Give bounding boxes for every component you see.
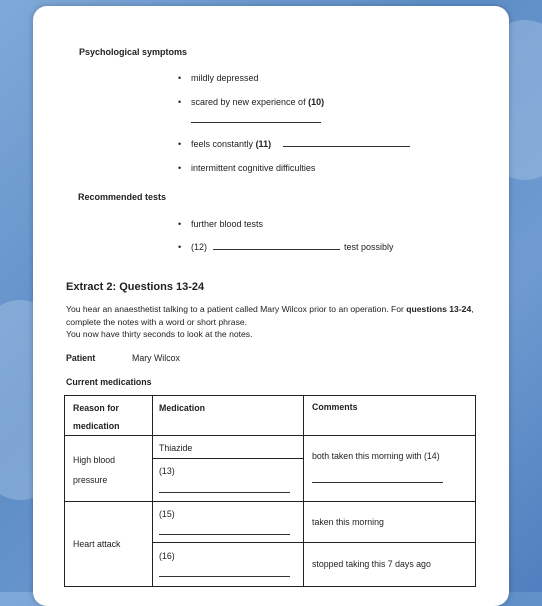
header-reason-line2: medication (73, 421, 120, 431)
psych-item-4: intermittent cognitive difficulties (191, 163, 316, 173)
answer-line-10[interactable] (191, 122, 321, 123)
psych-item-2-text: scared by new experience of (191, 97, 306, 107)
intro-text-c: You now have thirty seconds to look at the notes. (66, 329, 253, 339)
reason-bp-line2: pressure (73, 475, 108, 485)
patient-label: Patient (66, 353, 96, 363)
psychological-heading: Psychological symptoms (79, 47, 188, 57)
psych-item-3 (191, 139, 271, 149)
tests-item-2-suffix: test possibly (344, 242, 394, 252)
medication-thiazide: Thiazide (159, 443, 193, 453)
intro-bold-range: 13-24 (449, 304, 472, 314)
answer-line-16[interactable] (159, 576, 290, 577)
comment-q15: taken this morning (312, 517, 384, 527)
comment-bp: both taken this morning with (14) (312, 451, 440, 461)
question-12-label: (12) (191, 242, 208, 252)
reason-bp-line1: High blood (73, 455, 116, 465)
question-11-label: (11) (255, 139, 272, 149)
extract-intro (66, 303, 486, 341)
table-divider (152, 542, 475, 543)
answer-line-13[interactable] (159, 492, 290, 493)
psych-item-1: mildly depressed (191, 73, 259, 83)
header-reason-line1: Reason for (73, 403, 119, 413)
comment-q16: stopped taking this 7 days ago (312, 559, 431, 569)
bullet: • (178, 163, 182, 173)
tests-item-1: further blood tests (191, 219, 264, 229)
medications-heading: Current medications (66, 377, 152, 387)
tests-heading: Recommended tests (78, 192, 167, 202)
bullet: • (178, 139, 182, 149)
question-16-label: (16) (159, 551, 175, 561)
intro-text-a: You hear an anaesthetist talking to a patient called Mary Wilcox prior to an operation. For (66, 304, 407, 314)
extract-title: Extract 2: Questions 13-24 (66, 281, 205, 293)
table-divider (64, 501, 475, 502)
worksheet-page (33, 6, 509, 606)
bullet: • (178, 73, 182, 83)
answer-line-11[interactable] (283, 146, 410, 147)
answer-line-14[interactable] (312, 482, 443, 483)
table-divider (303, 395, 304, 586)
intro-text-b: , complete the notes with a word or short phrase. (66, 304, 474, 327)
psych-item-2 (191, 97, 324, 107)
patient-name: Mary Wilcox (132, 353, 180, 363)
table-divider (152, 395, 153, 586)
question-10-label: (10) (308, 97, 325, 107)
bullet: • (178, 219, 182, 229)
answer-line-12[interactable] (213, 249, 340, 250)
question-13-label: (13) (159, 466, 175, 476)
header-comments: Comments (312, 402, 358, 412)
intro-bold-questions: questions (406, 304, 447, 314)
bullet: • (178, 97, 182, 107)
bullet: • (178, 242, 182, 252)
question-15-label: (15) (159, 509, 175, 519)
answer-line-15[interactable] (159, 534, 290, 535)
table-divider (64, 435, 475, 436)
header-medication: Medication (159, 403, 205, 413)
psych-item-3-text: feels constantly (191, 139, 254, 149)
table-divider (152, 458, 304, 459)
reason-heart-attack: Heart attack (73, 539, 121, 549)
